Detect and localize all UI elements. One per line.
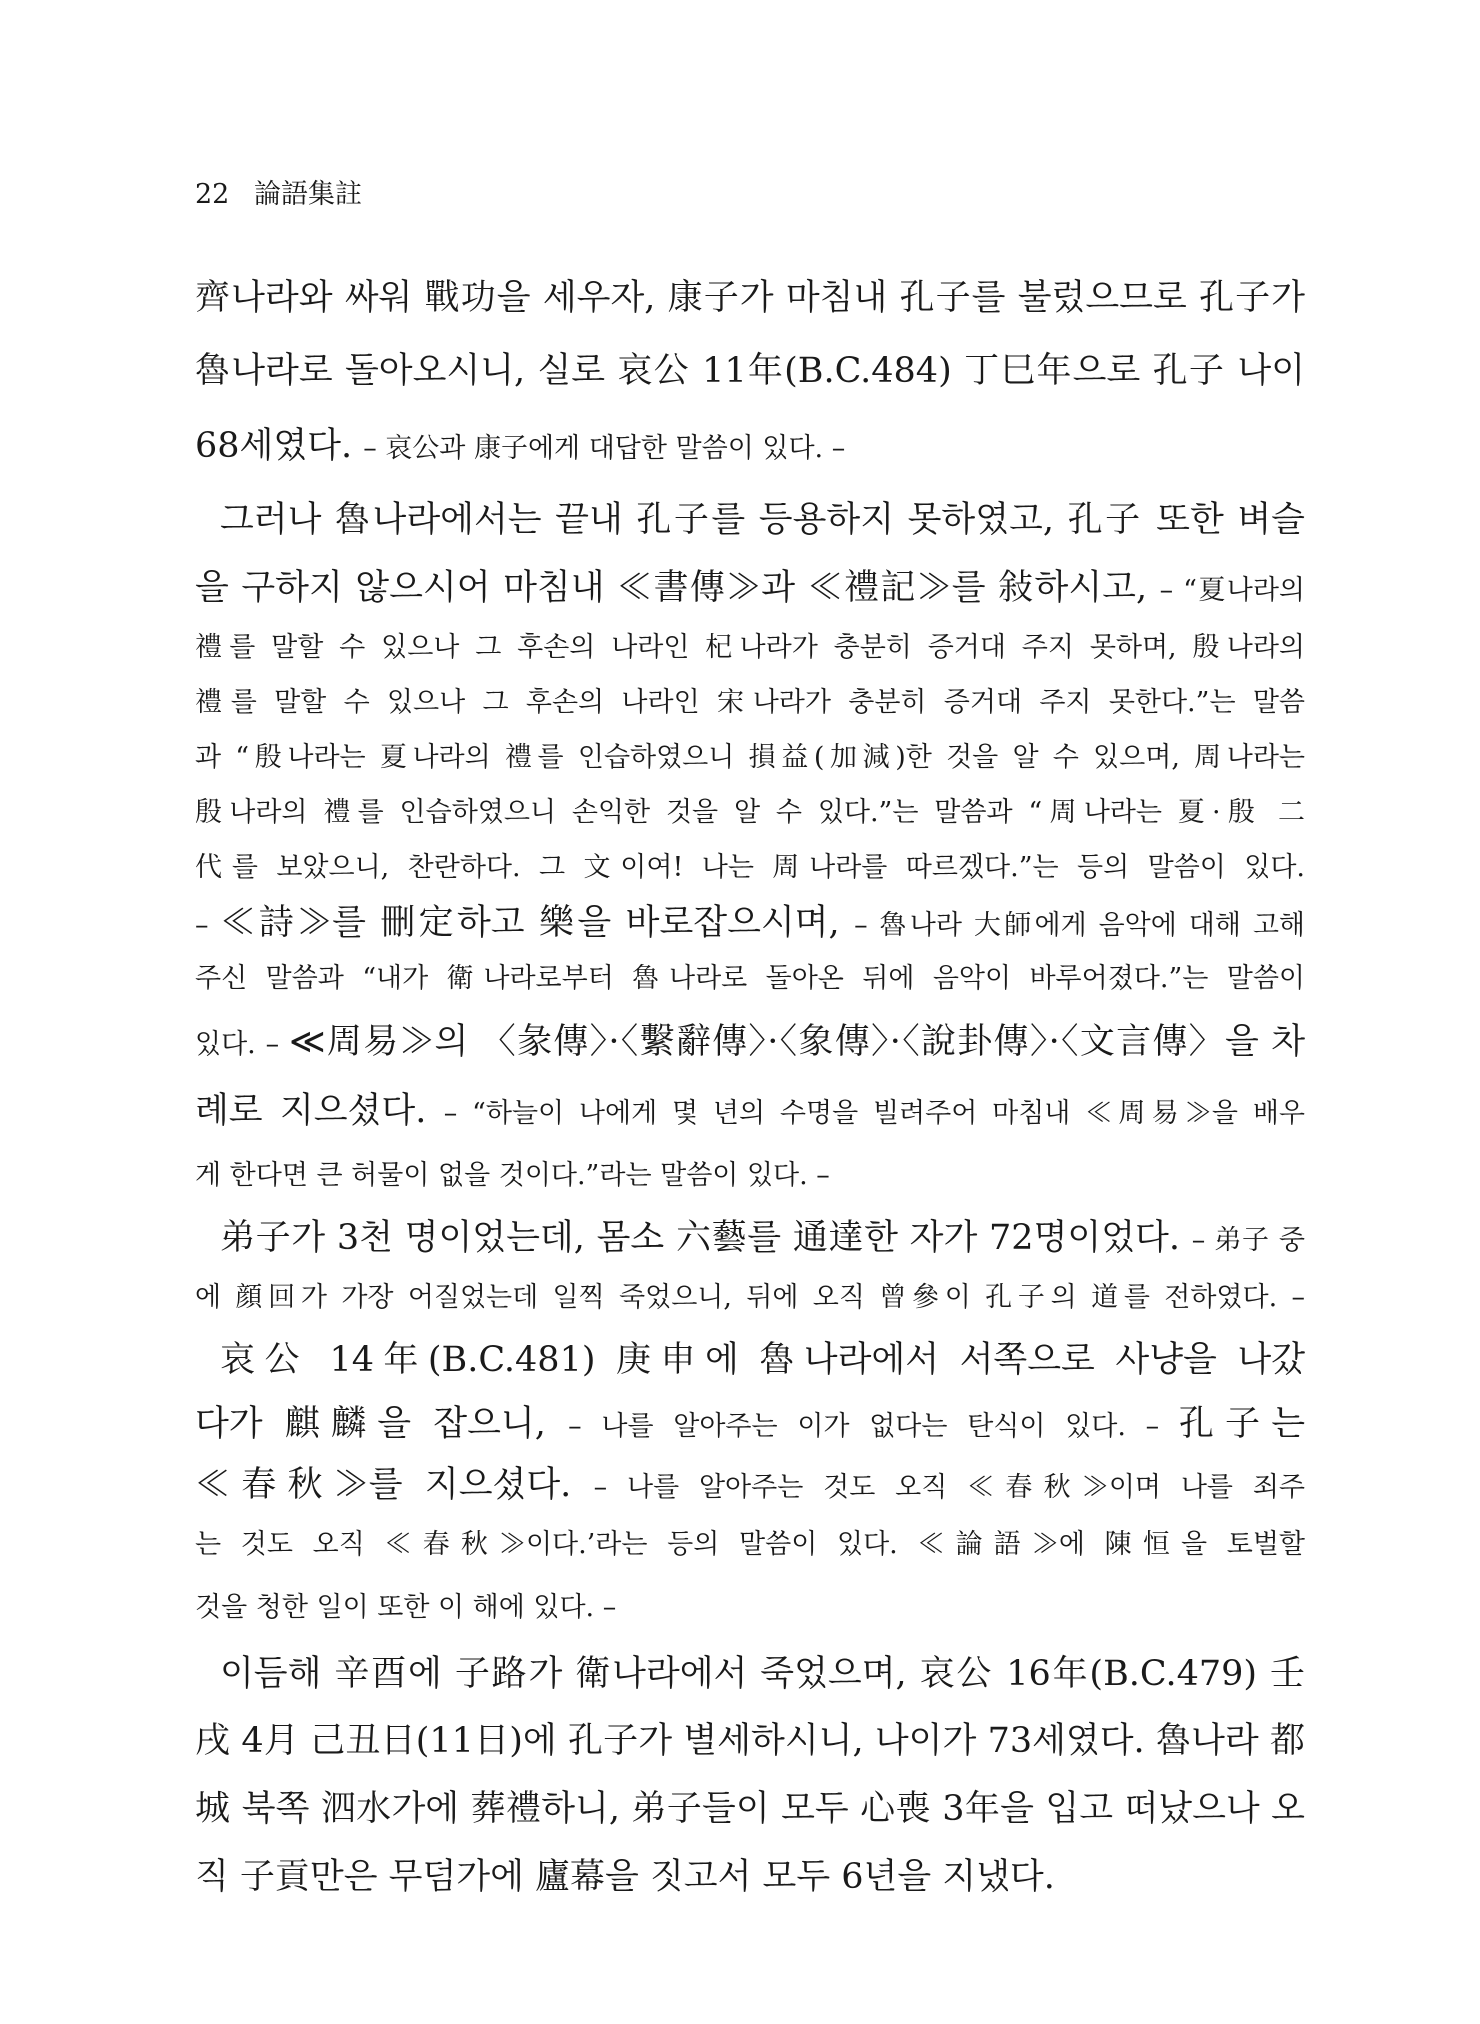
annotation-text: 에 顔回가 가장 어질었는데 일찍 죽었으니, 뒤에 오직 曾參이 孔子의 道를 전하였다. –	[195, 1282, 1305, 1313]
text-line	[195, 1208, 1305, 1268]
main-text: 다가 麒麟을 잡으니,	[195, 1404, 569, 1444]
main-text: 직 子貢만은 무덤가에 廬幕을 짓고서 모두 6년을 지냈다.	[195, 1857, 1055, 1897]
annotation-text: – 哀公과 康子에게 대답한 말씀이 있다. –	[363, 433, 846, 464]
running-title: 論語集註	[253, 179, 362, 210]
text-line	[195, 730, 1305, 785]
text-line	[195, 1328, 1305, 1392]
page-header	[195, 178, 362, 212]
text-line	[195, 895, 1305, 952]
main-text: 그러나 魯나라에서는 끝내 孔子를 등용하지 못하였고, 孔子 또한 벼슬	[220, 500, 1305, 540]
main-text: 戌 4月 己丑日(11日)에 孔子가 별세하시니, 나이가 73세였다. 魯나라 都	[195, 1721, 1305, 1761]
body-text	[195, 262, 1305, 1911]
annotation-text: – 魯나라 大師에게 음악에 대해 고해	[854, 910, 1305, 941]
main-text: 을 구하지 않으시어 마침내 ≪書傳≫과 ≪禮記≫를 敍하시고,	[195, 568, 1160, 608]
main-text: 弟子가 3천 명이었는데, 몸소 六藝를 通達한 자가 72명이었다.	[220, 1218, 1192, 1258]
text-line	[195, 840, 1305, 895]
main-text: 哀公 14年(B.C.481) 庚申에 魯나라에서 서쪽으로 사냥을 나갔	[220, 1340, 1305, 1380]
annotation-text: – 弟子 중	[1191, 1225, 1305, 1256]
text-line	[195, 484, 1305, 556]
annotation-text: 禮를 말할 수 있으나 그 후손의 나라인 宋나라가 충분히 증거대 주지 못한다.”는 말씀	[195, 687, 1305, 718]
text-line	[195, 620, 1305, 675]
text-line	[195, 1775, 1305, 1843]
annotation-text: 과 “殷나라는 夏나라의 禮를 인습하였으니 損益(加減)한 것을 알 수 있으며, 周나라는	[195, 742, 1305, 773]
text-line	[195, 952, 1305, 1006]
annotation-text: – “夏나라의	[1159, 575, 1305, 606]
annotation-text: 禮를 말할 수 있으나 그 후손의 나라인 杞나라가 충분히 증거대 주지 못하며, 殷나라의	[195, 632, 1305, 663]
page-number: 22	[195, 179, 230, 210]
text-line	[195, 335, 1305, 408]
annotation-text: 는 것도 오직 ≪春秋≫이다.’라는 등의 말씀이 있다. ≪論語≫에 陳恒을 토벌할	[195, 1529, 1305, 1560]
main-text: 魯나라로 돌아오시니, 실로 哀公 11年(B.C.484) 丁巳年으로 孔子 나이	[195, 351, 1305, 391]
main-text: 68세였다.	[195, 426, 364, 466]
main-text: 齊나라와 싸워 戰功을 세우자, 康子가 마침내 孔子를 불렀으므로 孔子가	[195, 278, 1305, 318]
annotation-text: 게 한다면 큰 허물이 없을 것이다.”라는 말씀이 있다. –	[195, 1160, 830, 1191]
main-text: 례로 지으셨다.	[195, 1091, 444, 1131]
text-line	[195, 556, 1305, 620]
main-text: 이듬해 辛酉에 子路가 衛나라에서 죽었으며, 哀公 16年(B.C.479) 壬	[220, 1654, 1305, 1694]
text-line	[195, 1006, 1305, 1078]
text-line	[195, 1641, 1305, 1708]
text-line	[195, 785, 1305, 840]
main-text: ≪詩≫를 刪定하고 樂을 바로잡으시며,	[220, 903, 855, 943]
annotation-text: 殷나라의 禮를 인습하였으니 손익한 것을 알 수 있다.”는 말씀과 “周나라는 夏·殷 二	[195, 797, 1305, 828]
annotation-text: 代를 보았으니, 찬란하다. 그 文이여! 나는 周나라를 따르겠다.”는 등의 말씀이 있다.	[195, 852, 1305, 883]
annotation-text: 있다. –	[195, 1029, 289, 1060]
annotation-text: 것을 청한 일이 또한 이 해에 있다. –	[195, 1592, 617, 1623]
text-line	[195, 1268, 1305, 1328]
annotation-text: –	[195, 910, 221, 941]
text-line	[195, 675, 1305, 730]
text-line	[195, 408, 1305, 484]
text-line	[195, 1515, 1305, 1574]
text-line	[195, 1574, 1305, 1641]
annotation-text: – 나를 알아주는 이가 없다는 탄식이 있다. –	[568, 1411, 1179, 1442]
text-line	[195, 1456, 1305, 1515]
main-text: ≪周易≫의 〈彖傳〉·〈繫辭傳〉·〈象傳〉·〈說卦傳〉·〈文言傳〉을 차	[289, 1022, 1306, 1062]
main-text: 城 북쪽 泗水가에 葬禮하니, 弟子들이 모두 心喪 3年을 입고 떠났으나 오	[195, 1789, 1305, 1829]
main-text: ≪春秋≫를 지으셨다.	[195, 1465, 594, 1505]
text-line	[195, 1392, 1305, 1456]
annotation-text: – 나를 알아주는 것도 오직 ≪春秋≫이며 나를 죄주	[593, 1472, 1305, 1503]
annotation-text: – “하늘이 나에게 몇 년의 수명을 빌려주어 마침내 ≪周易≫을 배우	[443, 1098, 1305, 1129]
text-line	[195, 1708, 1305, 1775]
text-line	[195, 1843, 1305, 1911]
text-line	[195, 1144, 1305, 1208]
main-text: 孔子는	[1178, 1404, 1306, 1444]
text-line	[195, 262, 1305, 335]
annotation-text: 주신 말씀과 “내가 衛나라로부터 魯나라로 돌아온 뒤에 음악이 바루어졌다.”는 말씀이	[195, 963, 1305, 994]
text-line	[195, 1078, 1305, 1144]
